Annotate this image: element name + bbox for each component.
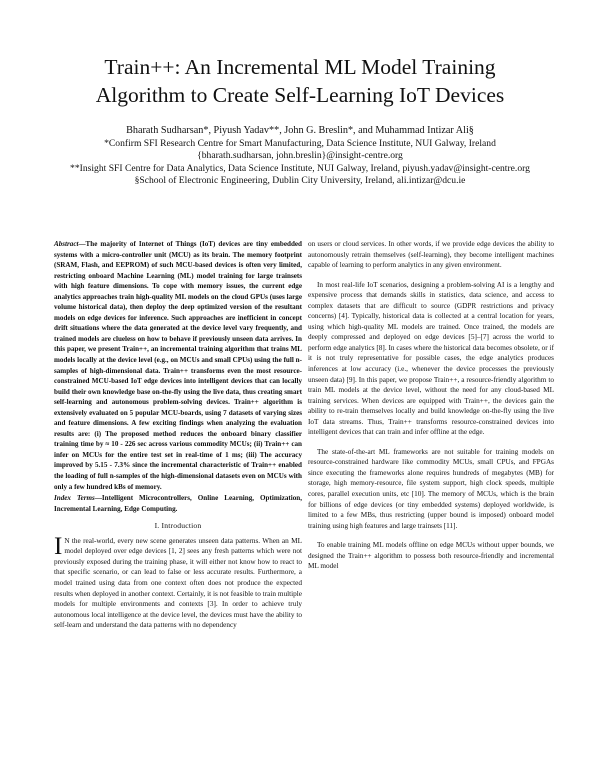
drop-cap: I <box>54 532 63 560</box>
intro-paragraph-text: N the real-world, every new scene generates unseen data patterns. When an ML model deployed over edge devices [1, 2] sees any fresh patterns which were not previously exposed during the training phase, it will either not know how to react to that specific scenario, or can lead to false or less accurate results. Furthermore, a model trained using data from one context often does not produce the expected results when deployed in another context. Certainly, it is not feasible to train multiple models for multiple environments and contexts [3]. In order to achieve truly autonomous local intelligence at the device level, the devices must have the ability to self-learn and understand the data patterns with no dependency <box>54 536 302 630</box>
intro-paragraph-3: The state-of-the-art ML frameworks are not suitable for training models on resource-constrained hardware like commodity MCUs, small CPUs, and FPGAs since executing the frameworks alone requires hundreds of megabytes (MB) for storage, high memory-resource, file system support, high clock speeds, multiple cores, parallel execution units, etc [10]. The memory of MCUs, which is the brain for billions of edge devices (or tiny embedded systems) deployed worldwide, is limited to a few MBs, thus restricting (upper bound is imposed) onboard model training using high features and large trainsets [11]. <box>308 447 554 530</box>
author-block <box>40 124 560 187</box>
left-column <box>54 239 302 631</box>
affiliation-1: *Confirm SFI Research Centre for Smart Manufacturing, Data Science Institute, NUI Galway, Ireland <box>104 138 496 149</box>
title-line-1: Train++: An Incremental ML Model Training <box>104 55 496 79</box>
author-names: Bharath Sudharsan*, Piyush Yadav**, John G. Breslin*, and Muhammad Intizar Ali§ <box>126 125 474 136</box>
affiliation-3: §School of Electronic Engineering, Dublin City University, Ireland, ali.intizar@dcu.ie <box>134 174 466 186</box>
intro-paragraph-4: To enable training ML models offline on edge MCUs without upper bounds, we designed the Train++ algorithm to possess both resource-friendly and incremental ML model <box>308 541 554 571</box>
title-line-2: Algorithm to Create Self-Learning IoT Devices <box>95 83 505 107</box>
abstract-text: —The majority of Internet of Things (IoT) devices are tiny embedded systems with a micro-controller unit (MCU) as its brain. The memory footprint (SRAM, Flash, and EEPROM) of such MCU-based devices is often very limited, restricting onboard Machine Learning (ML) model training for large trainsets with high feature dimensions. To cope with memory issues, the current edge analytics approaches train high-quality ML models on the cloud GPUs (uses large volume historical data), then deploy the deep optimized version of the resultant models on edge devices for inference. Such approaches are inefficient in concept drift situations where the data generated at the device level vary frequently, and trained models are clueless on how to behave if previously unseen data arrives. In this paper, we present Train++, an incremental training algorithm that trains ML models locally at the device level (e.g., on MCUs and small CPUs) using the full n-samples of high-dimensional data. Train++ transforms even the most resource-constrained MCU-based IoT edge devices into intelligent devices that can locally build their own knowledge base on-the-fly using the live data, thus creating smart self-learning and autonomous problem-solving devices. Train++ algorithm is extensively evaluated on 5 popular MCU-boards, using 7 datasets of varying sizes and feature dimensions. A few exciting findings when analyzing the evaluation results are: (i) The proposed method reduces the onboard binary classifier training time by ≈ 10 - 226 sec across various commodity MCUs; (ii) Train++ can infer on MCUs for the entire test set in real-time of 1 ms; (iii) The accuracy improved by 5.15 - 7.3% since the incremental characteristic of Train++ enabled the loading of full n-samples of the high-dimensional datasets even on MCUs with only a few hundred kBs of memory. <box>54 240 302 491</box>
abstract-label: Abstract <box>54 240 79 248</box>
affiliation-2: **Insight SFI Centre for Data Analytics, Data Science Institute, NUI Galway, Ireland, piyush.yadav@insight-centre.org <box>70 162 530 174</box>
paper-title <box>40 53 560 109</box>
index-terms <box>54 493 302 514</box>
right-column <box>308 239 554 572</box>
intro-paragraph <box>54 532 302 631</box>
intro-paragraph-2: In most real-life IoT scenarios, designing a problem-solving AI is a lengthy and expensive process that demands skills in statistics, data science, and access to complex datasets that are difficult to source (GDPR restrictions and privacy concerns) [4]. Typically, historical data is collected at a central location for years, using which high-quality ML models are trained. Once trained, the models are deeply compressed and deployed on edge devices [5]–[7] across the world to perform edge analytics [8]. In cases where the historical data becomes obsolete, or if it is not truly representative for possible cases, the edge analytics produces inferences at low accuracy (i.e., whenever the device processes the previously unseen data) [9]. In this paper, we propose Train++, a resource-friendly algorithm to train ML models at the device level, without the need for any cloud-based ML training services. When devices are equipped with Train++, the devices gain the ability to re-train themselves locally and build knowledge on-the-fly using the live IoT data streams. Thus, Train++ transforms resource-constrained devices into intelligent devices that can train and infer offline at the edge. <box>308 280 554 437</box>
section-heading-introduction: I. Introduction <box>154 521 202 531</box>
index-terms-text: —Intelligent Microcontrollers, Online Learning, Optimization, Incremental Learning, Edge Computing. <box>54 494 302 513</box>
abstract <box>54 239 302 492</box>
intro-continued-paragraph: on users or cloud services. In other words, if we provide edge devices the ability to autonomously retrain themselves (self-learning), they become intelligent machines capable of learning to perform analytics in any given environment. <box>308 240 554 270</box>
email-1: {bharath.sudharsan, john.breslin}@insight-centre.org <box>197 150 403 162</box>
index-terms-label: Index Terms <box>54 494 95 503</box>
